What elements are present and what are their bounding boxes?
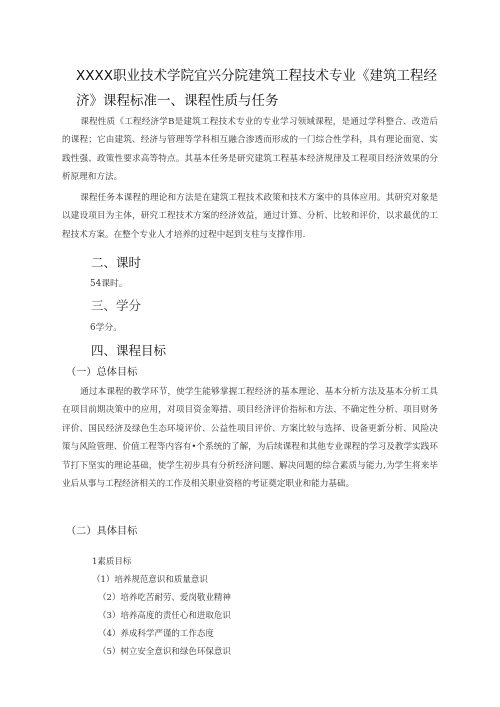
paragraph-overall-goals (62, 383, 438, 493)
list-item: （1）培养规范意识和质量意识 (92, 575, 208, 585)
heading-hours: 二、课时 (91, 255, 142, 270)
paragraph-overall-goals-text: 通过本课程的教学环节，使学生能够掌握工程经济的基本理论、基本分析方法及基本分析工具在项目前期决策中的应用，对项目资金筹措、项目经济评价指标和方法、不确定性分析、项目财务评价、国民经济及绿色生态环境评价、公益性项目评价、方案比较与选择、设备更新分析、风险决策与风险管理、价值工程等内容有•个系统的了解，为后续课程和其他专业课程的学习及教学实践环节打下坚实的理论基础，使学生初步具有分析经济问题、解决问题的综合素质与能力,为学生将来毕业后从事与工程经济相关的工作及相关职业资格的考证奠定职业和能力基础。 (62, 387, 438, 490)
paragraph-course-task-text: 课程任务本课程的理论和方法是在建筑工程技术政策和技术方案中的具体应用。其研究对象是以建设项目为主体，研究工程技术方案的经济效益，通过计算、分析、比较和评价，以求最优的工程技术方案。在整个专业人才培养的过程中起到支柱与支撑作用. (62, 193, 438, 240)
list-item: （4）养成科学严谨的工作态度 (98, 629, 214, 639)
list-item: （3）培养高度的责任心和进取危识 (98, 611, 231, 621)
heading-specific-goals: （二）具体目标 (66, 526, 138, 537)
paragraph-course-nature-text: 课程性质《工程经济学B是建筑工程技术专业的专业学习领域课程，是通过学科整合、改造后的课程；它由建筑、经济与管理等学科相互融合渗透而形成的一门综合性学科，具有理论面宽、实践性强、政策性要求高等特点。其基本任务是研究建筑工程基本经济规律及工程项目经济效果的分析原理和方法。 (62, 117, 438, 183)
credits-value: 6学分。 (90, 323, 122, 333)
heading-course-goals: 四、课程目标 (91, 343, 167, 358)
hours-value: 54课时。 (90, 279, 128, 289)
heading-credits: 三、学分 (91, 298, 142, 313)
paragraph-course-nature (62, 113, 438, 187)
paragraph-course-task (62, 189, 438, 244)
quality-goals-heading: 1素质目标 (92, 557, 132, 567)
heading-overall-goals: （一）总体目标 (66, 367, 138, 378)
list-item: （5）树立安全意识和绿色环保意识 (98, 647, 231, 657)
list-item: （2）培养吃苦耐劳、爱岗敬业精神 (98, 593, 231, 603)
document-title: XXXX职业技术学院宜兴分院建筑工程技术专业《建筑工程经济》课程标准一、课程性质与任务 (76, 68, 437, 109)
